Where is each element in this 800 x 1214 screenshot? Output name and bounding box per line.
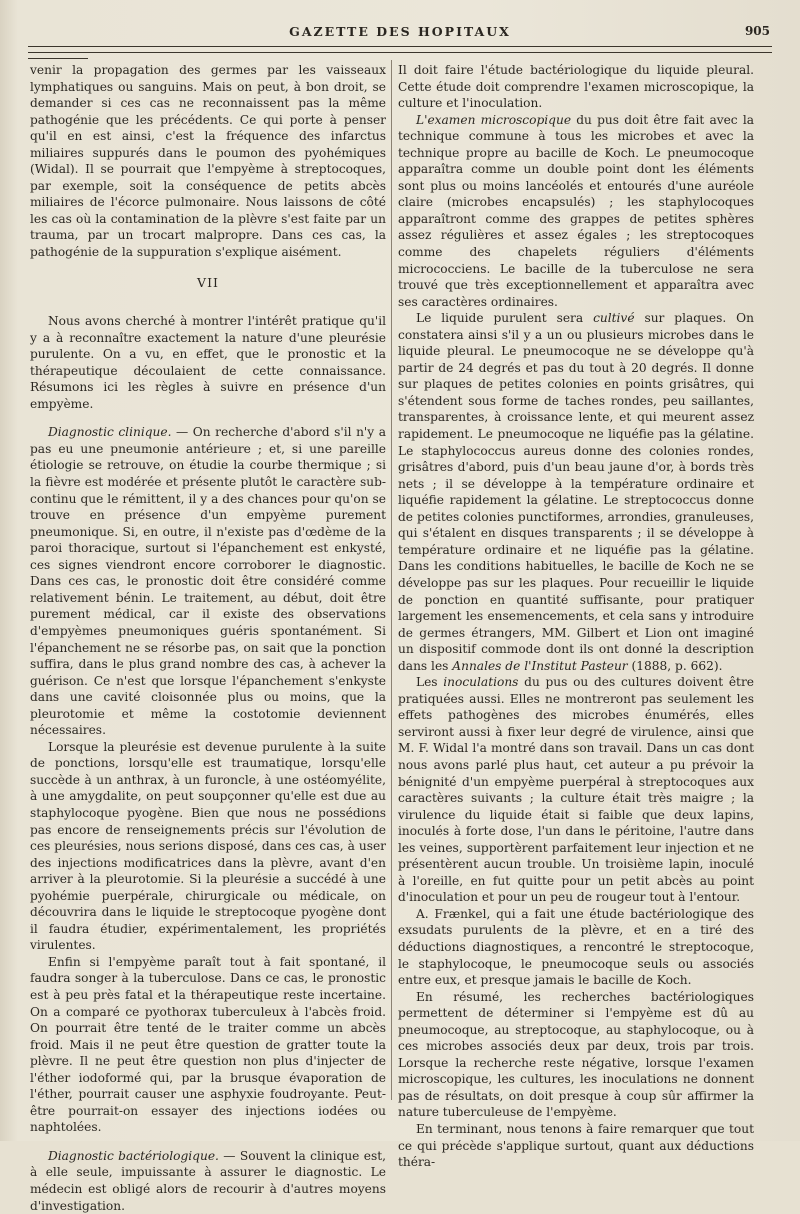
subheading: Diagnostic bactériologique. [48,1148,219,1163]
page-number: 905 [744,24,770,38]
header-rule [28,46,772,53]
paragraph: Le liquide purulent sera cultivé sur plaques. On constatera ainsi s'il y a un ou plusieurs microbes dans le liquide pleural. Le pneumocoque ne se développe qu'à partir de 24 degrés et pas du tout à 20 degrés. Il donne sur plaques de petites colonies en points grisâtres, qui s'étendent sous forme de taches rondes, peu saillantes, transparentes, à croissance lente, et qui meurent assez rapidement. Le pneumocoque ne liquéfie pas la gélatine. Le staphylococcus aureus donne des colonies rondes, grisâtres d'abord, puis d'un beau jaune d'or, à bords très nets ; il se développe à la température ordinaire et liquéfie rapidement la gélatine. Le streptococcus donne de petites colonies punctiformes, arrondies, granuleuses, qui s'étalent en disques transparents ; il se développe à température ordinaire et ne liquéfie pas la gélatine. Dans les conditions habituelles, le bacille de Koch ne se développe pas sur les plaques. Pour recueillir le liquide de ponction en quantité suffisante, pour pratiquer largement les ensemencements, et cela sans y introduire de germes étrangers, MM. Gilbert et Lion ont imaginé un dispositif commode dont ils ont donné la description dans les Annales de l'Institut Pasteur (1888, p. 662). [398,311,754,673]
paragraph: Il doit faire l'étude bactériologique du liquide pleural. Cette étude doit comprendre l'examen microscopique, la culture et l'inoculation. [398,63,754,111]
subheading: L'examen microscopique [416,112,572,127]
paragraph: Lorsque la pleurésie est devenue purulente à la suite de ponctions, lorsqu'elle est traumatique, lorsqu'elle succède à un anthrax, à un furoncle, à une ostéomyélite, à une amygdalite, on peut soupçonner qu'elle est due au staphylocoque pyogène. Bien que nous ne possédions pas encore de renseignements précis sur l'évolution de ces pleurésies, nous serions disposé, dans ces cas, à user des injections modificatrices dans la plèvre, avant d'en arriver à la pleurotomie. Si la pleurésie a succédé à une pyohémie puerpérale, chirurgicale ou médicale, on découvrira dans le liquide le streptocoque pyogène dont il faudra étudier, expérimentalement, les propriétés virulentes. [30,739,386,953]
right-column [398,62,754,1171]
paragraph-text: du pus doit être fait avec la technique commune à tous les microbes et avec la technique propre au bacille de Koch. Le pneumocoque apparaîtra comme un double point dont les éléments sont plus ou moins lancéolés et entourés d'une auréole claire (microbes encapsulés) ; les staphylocoques apparaîtront comme des grappes de petites sphères assez régulières et assez égales ; les streptocoques comme des chapelets réguliers d'éléments micrococciens. Le bacille de la tuberculose ne sera trouvé que très exceptionnellement et apparaîtra avec ses caractères ordinaires. [398,112,755,309]
paragraph-text: sur plaques. On constatera ainsi s'il y a un ou plusieurs microbes dans le liquide pleural. Le pneumocoque ne se développe qu'à partir de 24 degrés et pas du tout à 20 degrés. Il donne sur plaques de petites colonies en points grisâtres, qui s'étendent sous forme de taches rondes, peu saillantes, transparentes, à croissance lente, et qui meurent assez rapidement. Le pneumocoque ne liquéfie pas la gélatine. Le staphylococcus aureus donne des colonies rondes, grisâtres d'abord, puis d'un beau jaune d'or, à bords très nets ; il se développe à la température ordinaire et liquéfie rapidement la gélatine. Le streptococcus donne de petites colonies punctiformes, arrondies, granuleuses, qui s'étalent en disques transparents ; il se développe à température ordinaire et ne liquéfie pas la gélatine. Dans les conditions habituelles, le bacille de Koch ne se développe pas sur les plaques. Pour recueillir le liquide de ponction en quantité suffisante, pour pratiquer largement les ensemencements, et cela sans y introduire de germes étrangers, MM. Gilbert et Lion ont imaginé un dispositif commode dont ils ont donné la description dans les [398,311,754,673]
paragraph-text: — Souvent la clinique est, à elle seule, impuissante à assurer le diagnostic. Le médecin est obligé alors de recourir à d'autres moyens d'investigation. [30,1148,386,1213]
paragraph: A. Frænkel, qui a fait une étude bactériologique des exsudats purulents de la plèvre, et en a tiré des déductions diagnostiques, a rencontré le streptocoque, le staphylocoque, le pneumocoque seuls ou associés entre eux, et presque jamais le bacille de Koch. [398,906,754,988]
paragraph: Les inoculations du pus ou des cultures doivent être pratiquées aussi. Elles ne montreront pas seulement les effets pathogènes des microbes énumérés, elles serviront aussi à fixer leur degré de virulence, ainsi que M. F. Widal l'a montré dans son travail. Dans un cas dont nous avons parlé plus haut, cet auteur a pu prévoir la bénignité d'un empyème puerpéral à streptocoques aux caractères suivants ; la culture était très maigre ; la virulence du liquide était si faible que deux lapins, inoculés à forte dose, l'un dans le péritoine, l'autre dans les veines, supportèrent parfaitement leur injection et ne présentèrent aucun trouble. Un troisième lapin, inoculé à l'oreille, en fut quitte pour un petit abcès au point d'inoculation et pour un peu de rougeur tout à l'entour. [398,675,754,905]
subheading: cultivé [593,311,635,326]
left-column [30,62,386,1214]
paragraph: Nous avons cherché à montrer l'intérêt pratique qu'il y a à reconnaître exactement la nature d'une pleurésie purulente. On a vu, en effet, que le pronostic et la thérapeutique découlaient de cette connaissance. Résumons ici les règles à suivre en présence d'un empyème. [30,314,386,411]
paragraph [30,424,386,738]
journal-title: GAZETTE DES HOPITAUX [289,24,511,39]
paragraph: Enfin si l'empyème paraît tout à fait spontané, il faudra songer à la tuberculose. Dans ce cas, le pronostic est à peu près fatal et la thérapeutique reste incertaine. On a comparé ce pyothorax tuberculeux à l'abcès froid. On pourrait être tenté de le traiter comme un abcès froid. Mais il ne peut être question de gratter toute la plèvre. Il ne peut être question non plus d'injecter de l'éther iodoformé qui, par la brusque évaporation de l'éther, pourrait causer une asphyxie foudroyante. Peut-être pourrait-on essayer des injections iodées ou naphtolées. [30,954,386,1135]
paragraph [30,1148,386,1214]
subheading: Diagnostic clinique. [48,425,172,440]
column-rule [28,58,88,59]
section-heading: VII [197,274,219,290]
subheading: inoculations [443,675,519,690]
paragraph: En résumé, les recherches bactériologiques permettent de déterminer si l'empyème est dû au pneumocoque, au streptocoque, au staphylocoque, ou à ces microbes associés deux par deux, trois par trois. Lorsque la recherche reste négative, lorsque l'examen microscopique, les cultures, les inoculations ne donnent pas de résultats, on doit presque à coup sûr affirmer la nature tuberculeuse de l'empyème. [398,989,754,1120]
citation: Annales de l'Institut Pasteur [452,658,628,673]
paragraph: venir la propagation des germes par les vaisseaux lymphatiques ou sanguins. Mais on peut, à bon droit, se demander si ces cas ne reconnaissent pas la même pathogénie que les précédents. Ce qui porte à penser qu'il en est ainsi, c'est la fréquence des infarctus miliaires suppurés dans le poumon des pyohémiques (Widal). Il se pourrait que l'empyème à streptocoques, par exemple, soit la conséquence de petits abcès miliaires de l'écorce pulmonaire. Nous laissons de côté les cas où la contamination de la plèvre s'est faite par un trauma, par un trocart malpropre. Dans ces cas, la pathogénie de la suppuration s'explique aisément. [30,63,386,260]
column-separator [391,60,392,1100]
page-header [30,22,770,44]
paragraph [398,112,754,311]
paragraph: En terminant, nous tenons à faire remarquer que tout ce qui précède s'applique surtout, quant aux déductions théra- [398,1122,754,1170]
paragraph-text: du pus ou des cultures doivent être pratiquées aussi. Elles ne montreront pas seulement les effets pathogènes des microbes énumérés, elles serviront aussi à fixer leur degré de virulence, ainsi que M. F. Widal l'a montré dans son travail. Dans un cas dont nous avons parlé plus haut, cet auteur a pu prévoir la bénignité d'un empyème puerpéral à streptocoques aux caractères suivants ; la culture était très maigre ; la virulence du liquide était si faible que deux lapins, inoculés à forte dose, l'un dans le péritoine, l'autre dans les veines, supportèrent parfaitement leur injection et ne présentèrent aucun trouble. Un troisième lapin, inoculé à l'oreille, en fut quitte pour un petit abcès au point d'inoculation et pour un peu de rougeur tout à l'entour. [398,675,754,905]
paragraph-text: — On recherche d'abord s'il n'y a pas eu une pneumonie antérieure ; et, si une pareille étiologie se retrouve, on étudie la courbe thermique ; si la fièvre est modérée et présente plutôt le caractère sub-continu que le rémittent, il y a des chances pour qu'on se trouve en présence d'un empyème purement pneumonique. Si, en outre, il n'existe pas d'œdème de la paroi thoracique, surtout si l'épanchement est enkysté, ces signes viendront encore corroborer le diagnostic. Dans ces cas, le pronostic doit être considéré comme relativement bénin. Le traitement, au début, doit être purement médical, car il existe des observations d'empyèmes pneumoniques guéris spontanément. Si l'épanchement ne se résorbe pas, on sait que la ponction suffira, dans le plus grand nombre des cas, à achever la guérison. Ce n'est que lorsque l'épanchement s'enkyste dans une cavité cloisonnée plus ou moins, que la pleurotomie et même la costotomie deviennent nécessaires. [30,425,386,738]
